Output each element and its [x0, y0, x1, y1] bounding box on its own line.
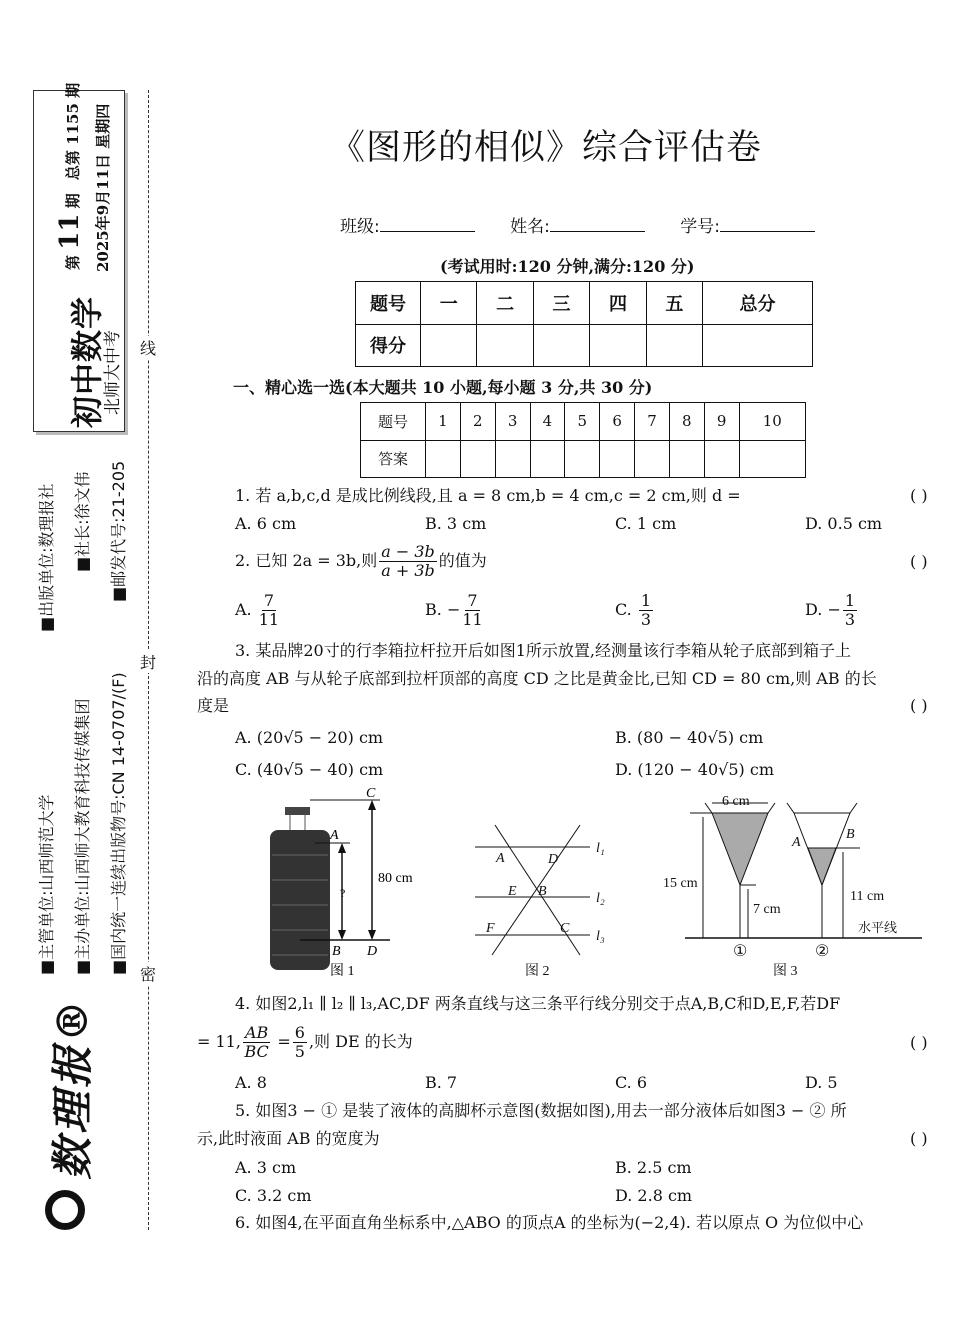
- issue-date: 2025年9月11日 星期四: [94, 103, 112, 272]
- class-label: 班级:: [340, 217, 380, 237]
- option-numerator: 7: [467, 591, 478, 610]
- question-3-line: 沿的高度 AB 与从轮子底部到拉杆顶部的高度 CD 之比是黄金比,已知 CD = 80 cm,则 AB 的长: [197, 669, 877, 688]
- q4-post: ,则 DE 的长为: [308, 1032, 413, 1051]
- answer-header: 5: [565, 403, 600, 441]
- fig2-label-d: D: [548, 852, 559, 867]
- q4-denominator: BC: [244, 1042, 269, 1061]
- q2-option-c[interactable]: [615, 592, 655, 629]
- answer-paren[interactable]: ( ): [910, 486, 928, 505]
- answer-header: 1: [426, 403, 461, 441]
- fig3-label-a: A: [792, 835, 801, 850]
- fig1-label-80cm: 80 cm: [378, 871, 413, 886]
- fig3-label-6cm: 6 cm: [722, 794, 750, 809]
- q2-stem-end: 的值为: [438, 551, 487, 570]
- publisher-line: ■出版单位:数理报社: [37, 483, 56, 632]
- figures: [0, 785, 980, 985]
- fig3-label-1: ①: [733, 943, 748, 960]
- score-cell[interactable]: [646, 324, 702, 367]
- score-header: 四: [590, 282, 646, 325]
- answer-cell[interactable]: [600, 440, 635, 478]
- fig2-label-f: F: [486, 921, 495, 936]
- q4-value-numerator: 6: [294, 1023, 305, 1042]
- answer-header: 4: [530, 403, 565, 441]
- name-label: 姓名:: [510, 217, 550, 237]
- answer-paren[interactable]: ( ): [910, 1033, 928, 1052]
- fig2-caption: 图 2: [525, 964, 550, 979]
- score-header: 一: [421, 282, 477, 325]
- answer-table: [360, 402, 806, 478]
- issue-number: 11: [55, 213, 85, 250]
- answer-cell[interactable]: [495, 440, 530, 478]
- postal-code-line: ■邮发代号:21-205: [109, 460, 128, 602]
- option-sign: −: [446, 600, 461, 619]
- fig3-label-15cm: 15 cm: [663, 876, 698, 891]
- question-3-line: 3. 某品牌20寸的行李箱拉杆拉开后如图1所示放置,经测量该行李箱从轮子底部到箱子上: [235, 641, 851, 660]
- suitcase-body: [270, 830, 330, 970]
- q4-pre: = 11,: [197, 1032, 241, 1051]
- president-line: ■社长:徐文伟: [73, 471, 92, 572]
- answer-header: 8: [669, 403, 704, 441]
- class-field[interactable]: [380, 231, 475, 232]
- answer-header: 7: [635, 403, 670, 441]
- journal-name: 初中数学: [68, 295, 106, 428]
- fig2-label-b: B: [538, 884, 547, 899]
- issue-line: [55, 83, 85, 270]
- fig1-label-d: D: [367, 944, 378, 959]
- option-letter: A.: [235, 600, 252, 619]
- q4-option-b[interactable]: B. 7: [425, 1073, 458, 1092]
- q4-option-c[interactable]: C. 6: [615, 1073, 648, 1092]
- answer-paren[interactable]: ( ): [910, 696, 928, 715]
- total-issue: 总第 1155 期: [64, 82, 82, 181]
- name-field[interactable]: [550, 231, 645, 232]
- fig3-label-7cm: 7 cm: [753, 902, 781, 917]
- q1-option-d[interactable]: D. 0.5 cm: [805, 514, 883, 533]
- cut-mark-line: 线: [140, 336, 156, 359]
- option-sign: −: [827, 600, 841, 619]
- option-letter: C.: [615, 600, 632, 619]
- question-2-stem: [235, 543, 487, 580]
- suitcase-handle: [285, 807, 310, 815]
- q3-option-c[interactable]: C. (40√5 − 40) cm: [235, 760, 384, 779]
- option-denominator: 11: [258, 610, 280, 629]
- question-4-line-2: [197, 1024, 413, 1061]
- question-4-line: 4. 如图2,l₁ ∥ l₂ ∥ l₃,AC,DF 两条直线与这三条平行线分别交于点A,B,C和D,E,F,若DF: [235, 994, 841, 1013]
- score-table: [355, 281, 813, 367]
- cut-mark-secret: 密: [140, 962, 156, 985]
- answer-header: 2: [460, 403, 495, 441]
- option-letter: D.: [805, 600, 823, 619]
- answer-cell[interactable]: [530, 440, 565, 478]
- answer-cell[interactable]: [704, 440, 739, 478]
- q2-numerator: a − 3b: [381, 542, 435, 561]
- score-cell[interactable]: [590, 324, 646, 367]
- student-fields: [340, 212, 815, 237]
- score-header: 五: [646, 282, 702, 325]
- q2-denominator: a + 3b: [381, 561, 435, 580]
- q4-value-denominator: 5: [294, 1042, 305, 1061]
- answer-paren[interactable]: ( ): [910, 1129, 928, 1148]
- score-cell[interactable]: [703, 324, 813, 367]
- fig1-label-question: ?: [340, 886, 346, 900]
- issue-prefix: 第: [64, 254, 82, 270]
- question-1-stem: 1. 若 a,b,c,d 是成比例线段,且 a = 8 cm,b = 4 cm,c = 2 cm,则 d =: [235, 486, 741, 505]
- q4-option-d[interactable]: D. 5: [805, 1073, 838, 1092]
- fig1-caption: 图 1: [330, 964, 355, 979]
- fig2-label-a: A: [496, 851, 505, 866]
- answer-header: 6: [600, 403, 635, 441]
- q4-option-a[interactable]: A. 8: [235, 1073, 267, 1092]
- answer-header: 题号: [361, 403, 426, 441]
- q3-option-d[interactable]: D. (120 − 40√5) cm: [615, 760, 774, 779]
- fig2-label-l3: l₃: [596, 929, 605, 944]
- q5-option-d[interactable]: D. 2.8 cm: [615, 1186, 693, 1205]
- score-header: 二: [477, 282, 533, 325]
- score-cell[interactable]: [477, 324, 533, 367]
- exam-info: (考试用时:120 分钟,满分:120 分): [440, 257, 695, 276]
- fig2-label-l1: l₁: [596, 841, 605, 856]
- q1-option-c[interactable]: C. 1 cm: [615, 514, 677, 533]
- q2-stem-start: 2. 已知 2a = 3b,则: [235, 551, 378, 570]
- cn-number-line: ■国内统一连续出版物号:CN 14-0707/(F): [109, 672, 128, 975]
- score-cell[interactable]: [421, 324, 477, 367]
- answer-cell[interactable]: [460, 440, 495, 478]
- id-label: 学号:: [680, 217, 721, 237]
- q5-option-b[interactable]: B. 2.5 cm: [615, 1158, 692, 1177]
- q2-option-a[interactable]: [235, 592, 281, 629]
- figure-1-suitcase: [270, 786, 413, 979]
- answer-row-label: 答案: [361, 440, 426, 478]
- option-numerator: 1: [844, 591, 856, 610]
- score-header: 总分: [703, 282, 813, 325]
- fig3-label-b: B: [846, 827, 855, 842]
- fig1-label-a: A: [330, 828, 339, 843]
- q5-option-a[interactable]: A. 3 cm: [235, 1158, 297, 1177]
- q3-option-a[interactable]: A. (20√5 − 20) cm: [235, 728, 384, 747]
- answer-cell[interactable]: [669, 440, 704, 478]
- q1-option-a[interactable]: A. 6 cm: [235, 514, 297, 533]
- option-letter: B.: [425, 600, 442, 619]
- answer-cell[interactable]: [635, 440, 670, 478]
- section-1-heading: 一、精心选一选(本大题共 10 小题,每小题 3 分,共 30 分): [233, 378, 653, 397]
- fig3-label-11cm: 11 cm: [850, 889, 885, 904]
- option-numerator: 1: [640, 591, 652, 610]
- answer-cell[interactable]: [426, 440, 461, 478]
- logo-circle-icon: [45, 1190, 85, 1230]
- q4-numerator: AB: [244, 1023, 269, 1042]
- edition: 北师大中考: [103, 330, 123, 415]
- figure-3-goblets: [663, 794, 922, 979]
- brand-logo: 数理报®: [48, 995, 97, 1180]
- fig1-label-b: B: [332, 944, 341, 959]
- q2-option-d[interactable]: [805, 592, 859, 629]
- figure-2-parallel-lines: [475, 825, 605, 979]
- q5-option-c[interactable]: C. 3.2 cm: [235, 1186, 312, 1205]
- question-6-line: 6. 如图4,在平面直角坐标系中,△ABO 的顶点A 的坐标为(−2,4). 若以原点 O 为位似中心: [235, 1213, 864, 1232]
- option-denominator: 11: [462, 610, 483, 629]
- q3-option-b[interactable]: B. (80 − 40√5) cm: [615, 728, 764, 747]
- id-field[interactable]: [720, 231, 815, 232]
- page-title: 《图形的相似》综合评估卷: [330, 128, 763, 168]
- option-denominator: 3: [640, 610, 652, 629]
- answer-header: 9: [704, 403, 739, 441]
- fig2-label-e: E: [508, 884, 517, 899]
- question-5-line: 示,此时液面 AB 的宽度为: [197, 1129, 380, 1148]
- q4-eq: =: [277, 1032, 291, 1051]
- organizer-line: ■主办单位:山西师大教育科技传媒集团: [73, 698, 92, 975]
- option-denominator: 3: [844, 610, 856, 629]
- answer-paren[interactable]: ( ): [910, 552, 928, 571]
- fig2-label-l2: l₂: [596, 891, 605, 906]
- fig1-label-c: C: [366, 786, 376, 801]
- fig3-caption: 图 3: [773, 964, 798, 979]
- question-5-line: 5. 如图3 − ① 是装了液体的高脚杯示意图(数据如图),用去一部分液体后如图3 − ② 所: [235, 1101, 847, 1120]
- cut-mark-seal: 封: [140, 650, 156, 673]
- score-cell[interactable]: [533, 324, 589, 367]
- option-numerator: 7: [263, 591, 274, 610]
- fig2-label-c: C: [560, 921, 570, 936]
- answer-cell[interactable]: [565, 440, 600, 478]
- q1-option-b[interactable]: B. 3 cm: [425, 514, 487, 533]
- score-row-label: 得分: [356, 324, 421, 367]
- q2-option-b[interactable]: [425, 592, 485, 629]
- answer-header: 10: [739, 403, 805, 441]
- score-header: 三: [533, 282, 589, 325]
- fig3-label-2: ②: [815, 943, 830, 960]
- issue-suffix: 期: [64, 193, 82, 209]
- answer-cell[interactable]: [739, 440, 805, 478]
- question-3-line: 度是: [197, 696, 230, 715]
- score-header: 题号: [356, 282, 421, 325]
- sponsor-line: ■主管单位:山西师范大学: [37, 794, 56, 975]
- fig3-label-horizontal: 水平线: [858, 920, 898, 935]
- answer-header: 3: [495, 403, 530, 441]
